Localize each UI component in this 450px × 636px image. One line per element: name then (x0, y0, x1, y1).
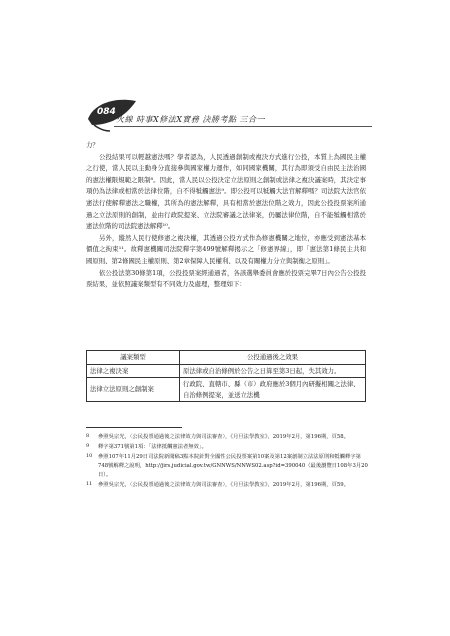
footnote-text: 參照107年11月29日司法院新聞稿3點本院針對全國性公民投票案第10案及第12案創制立法法原則和牴觸釋字第748號解釋之說明，http://jirs.judicial.gov.tw/GNNWS/NNWS02.asp?id=390040（最後瀏覽日108年3月20日）。 (98, 454, 368, 478)
page-number: 084 (97, 107, 116, 117)
footnote-text: 釋字第371號第1項：「法律抵觸憲法者無效」。 (98, 444, 207, 450)
footnote-number: 11 (86, 481, 93, 487)
paragraph-continued: 力？ (86, 141, 99, 149)
header-rule (114, 126, 372, 127)
table-row (87, 378, 366, 402)
footnote (86, 433, 368, 442)
footnote-rule (86, 427, 182, 428)
paragraph: 另外，縱然人民行使修憲之複決權，其透過公投方式作為修憲機關之地位，亦應受到憲法基本價值之拘束¹¹。故釋憲機關司法院釋字第499號解釋揭示之「修憲界線」，即「憲法第1條民主共和國原則、第2條國民主權原則、第2章保障人民權利、以及有關權力分立與制衡之原則」。 (86, 233, 366, 265)
footnote-number: 10 (86, 453, 93, 459)
footnote (86, 481, 368, 490)
table-header-type: 議案類型 (87, 351, 180, 365)
table-header-effect: 公投通過後之效果 (180, 351, 366, 365)
footnote-text: 參照吳宗光，〈公民投票通過後之法律效力與司法審查〉，《月旦法學教室》，2019年2月，第196期，頁58。 (98, 434, 349, 440)
page-header (86, 95, 386, 133)
body-text (86, 140, 366, 291)
table-cell-effect: 行政院、直轄市、縣（市）政府應於3個月內研擬相關之法律、自治條例提案，並送立法機 (180, 378, 366, 402)
footnotes (86, 433, 368, 491)
footnote (86, 453, 368, 480)
footnote-text: 參照吳宗光，〈公民投票通過後之法律效力與司法審查〉，《月旦法學教室》，2019年2月，第196期，頁59。 (98, 482, 349, 488)
paragraph: 公投結果可以輕越憲法嗎？學者認為，人民透過創制或複決方式進行公投，本質上為國民主權之行使，當人民以主動身分直接參與國家權力運作，如同國家機關，其行為即須受自由民主法治國的憲法權限規範之限制⁸。因此，當人民以公投決定立法原則之創制或法律之複決議案時，其決定事項仍為法律或相當於法律位階，自不得牴觸憲法⁹。即公投可以牴觸大法官解釋嗎？司法院大法官依憲法行使解釋憲法之職權，其所為的憲法解釋，具有相當於憲法位階之效力，因此公投投票案所通過之立法原則的創制，並由行政院提案、立法院審議之法律案，仍屬法律位階，自不能牴觸相當於憲法位階的司法院憲法解釋¹⁰。 (86, 152, 366, 231)
referendum-effect-table (86, 350, 366, 402)
footnote-number: 8 (86, 433, 90, 439)
table-cell-type: 法律之複決案 (87, 364, 180, 378)
table-header-row (87, 351, 366, 365)
table-cell-effect: 原法律或自治條例於公告之日算至第3日起，失其效力。 (180, 364, 366, 378)
running-title: 火線 時事X修法X實務 決勝考點 三合一 (116, 115, 266, 124)
footnote-number: 9 (86, 443, 90, 449)
footnote (86, 443, 368, 452)
table-cell-type: 法律立法原則之創制案 (87, 378, 180, 402)
paragraph: 依公投法第30條第1項，公投投票案經通過者，各該選舉委員會應於投票完畢7日內公告公投投票結果，並依照議案類型有不同效力及處理，整理如下： (86, 268, 366, 289)
table-row (87, 364, 366, 378)
